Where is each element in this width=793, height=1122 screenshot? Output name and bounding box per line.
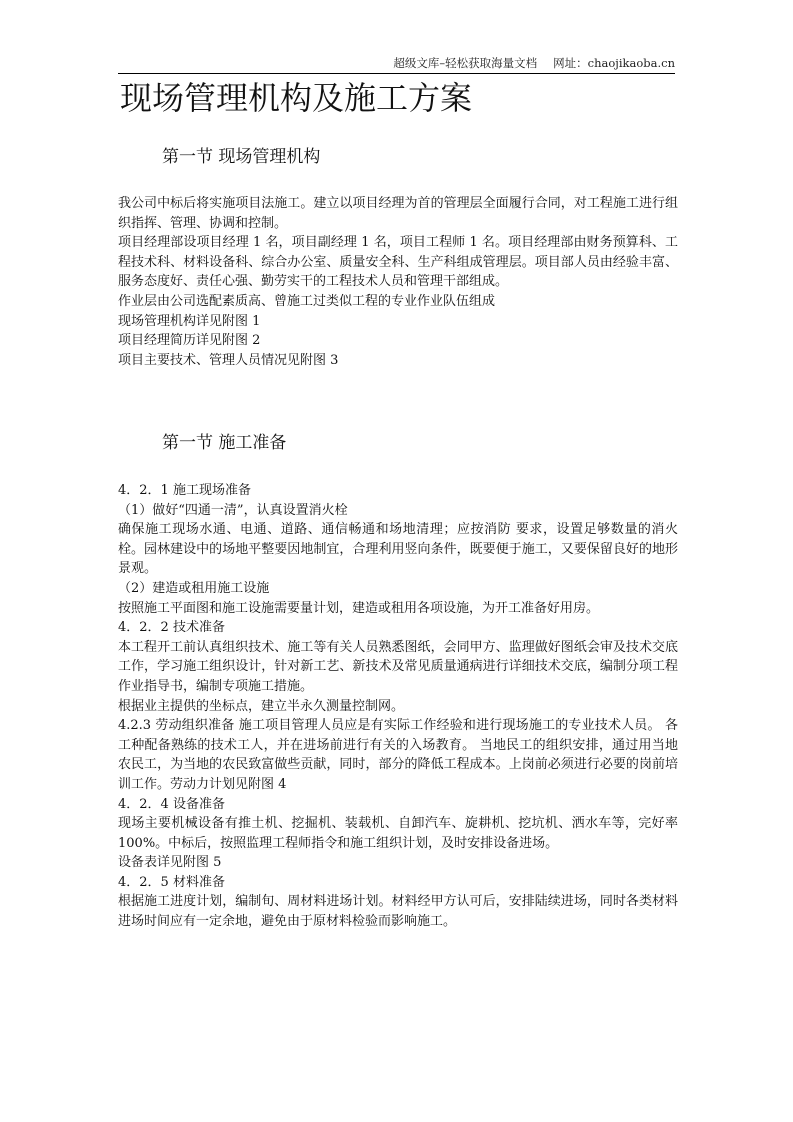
section-body-management — [118, 194, 678, 370]
paragraph: （1）做好“四通一清”，认真设置消火栓 — [118, 502, 348, 518]
document-title: 现场管理机构及施工方案 — [120, 79, 473, 117]
paragraph: 确保施工现场水通、电通、道路、通信畅通和场地清理；应按消防 要求，设置足够数量的消火栓。园林建设中的场地平整要因地制宜，合理利用竖向条件，既要便于施工，又要保留良好的地形景观。 — [118, 522, 678, 577]
subheading: 4．2．4 设备准备 — [118, 796, 225, 812]
section-body-preparation — [118, 481, 678, 932]
paragraph: 按照施工平面图和施工设施需要量计划，建造或租用各项设施，为开工准备好用房。 — [118, 600, 600, 616]
paragraph: 根据业主提供的坐标点，建立半永久测量控制网。 — [118, 698, 405, 714]
paragraph: （2）建造或租用施工设施 — [118, 580, 270, 596]
paragraph: 现场管理机构详见附图 1 — [118, 313, 261, 329]
paragraph: 本工程开工前认真组织技术、施工等有关人员熟悉图纸，会同甲方、监理做好图纸会审及技术交底工作，学习施工组织设计，针对新工艺、新技术及常见质量通病进行详细技术交底，编制分项工程作业指导书，编制专项施工措施。 — [118, 639, 678, 694]
subheading: 4．2．5 材料准备 — [118, 874, 225, 890]
paragraph: 我公司中标后将实施项目法施工。建立以项目经理为首的管理层全面履行合同，对工程施工进行组织指挥、管理、协调和控制。 — [118, 196, 678, 231]
paragraph: 根据施工进度计划，编制旬、周材料进场计划。材料经甲方认可后，安排陆续进场，同时各类材料进场时间应有一定余地，避免由于原材料检验而影响施工。 — [118, 894, 678, 930]
paragraph: 现场主要机械设备有推土机、挖掘机、装载机、自卸汽车、旋耕机、挖坑机、洒水车等，完好率 100%。中标后，按照监理工程师指令和施工组织计划，及时安排设备进场。 — [118, 816, 678, 851]
paragraph: 项目主要技术、管理人员情况见附图 3 — [118, 352, 339, 368]
header-site-name: 超级文库–轻松获取海量文档 — [393, 56, 538, 70]
page-header — [118, 56, 675, 74]
paragraph: 作业层由公司选配素质高、曾施工过类似工程的专业作业队伍组成 — [118, 293, 496, 309]
paragraph: 设备表详见附图 5 — [118, 855, 222, 871]
section-heading-management: 第一节 现场管理机构 — [162, 147, 321, 167]
header-url: 网址：chaojikaoba.cn — [553, 56, 675, 70]
paragraph: 项目经理部设项目经理 1 名，项目副经理 1 名，项目工程师 1 名。项目经理部由财务预算科、工程技术科、材料设备科、综合办公室、质量安全科、生产科组成管理层。项目部人员由经验丰富、服务态度好、责任心强、勤劳实干的工程技术人员和管理干部组成。 — [118, 235, 678, 290]
subheading: 4．2．1 施工现场准备 — [118, 483, 251, 498]
paragraph: 4.2.3 劳动组织准备 施工项目管理人员应是有实际工作经验和进行现场施工的专业技术人员。 各工种配备熟练的技术工人，并在进场前进行有关的入场教育。 当地民工的组织安排，通过用当地农民工，为当地的农民致富做些贡献，同时，部分的降低工程成本。上岗前必须进行必要的岗前培训工作。劳动力计划见附图 4 — [118, 718, 678, 792]
subheading: 4．2．2 技术准备 — [118, 620, 225, 636]
section-heading-preparation: 第一节 施工准备 — [162, 433, 287, 453]
paragraph: 项目经理简历详见附图 2 — [118, 333, 261, 349]
